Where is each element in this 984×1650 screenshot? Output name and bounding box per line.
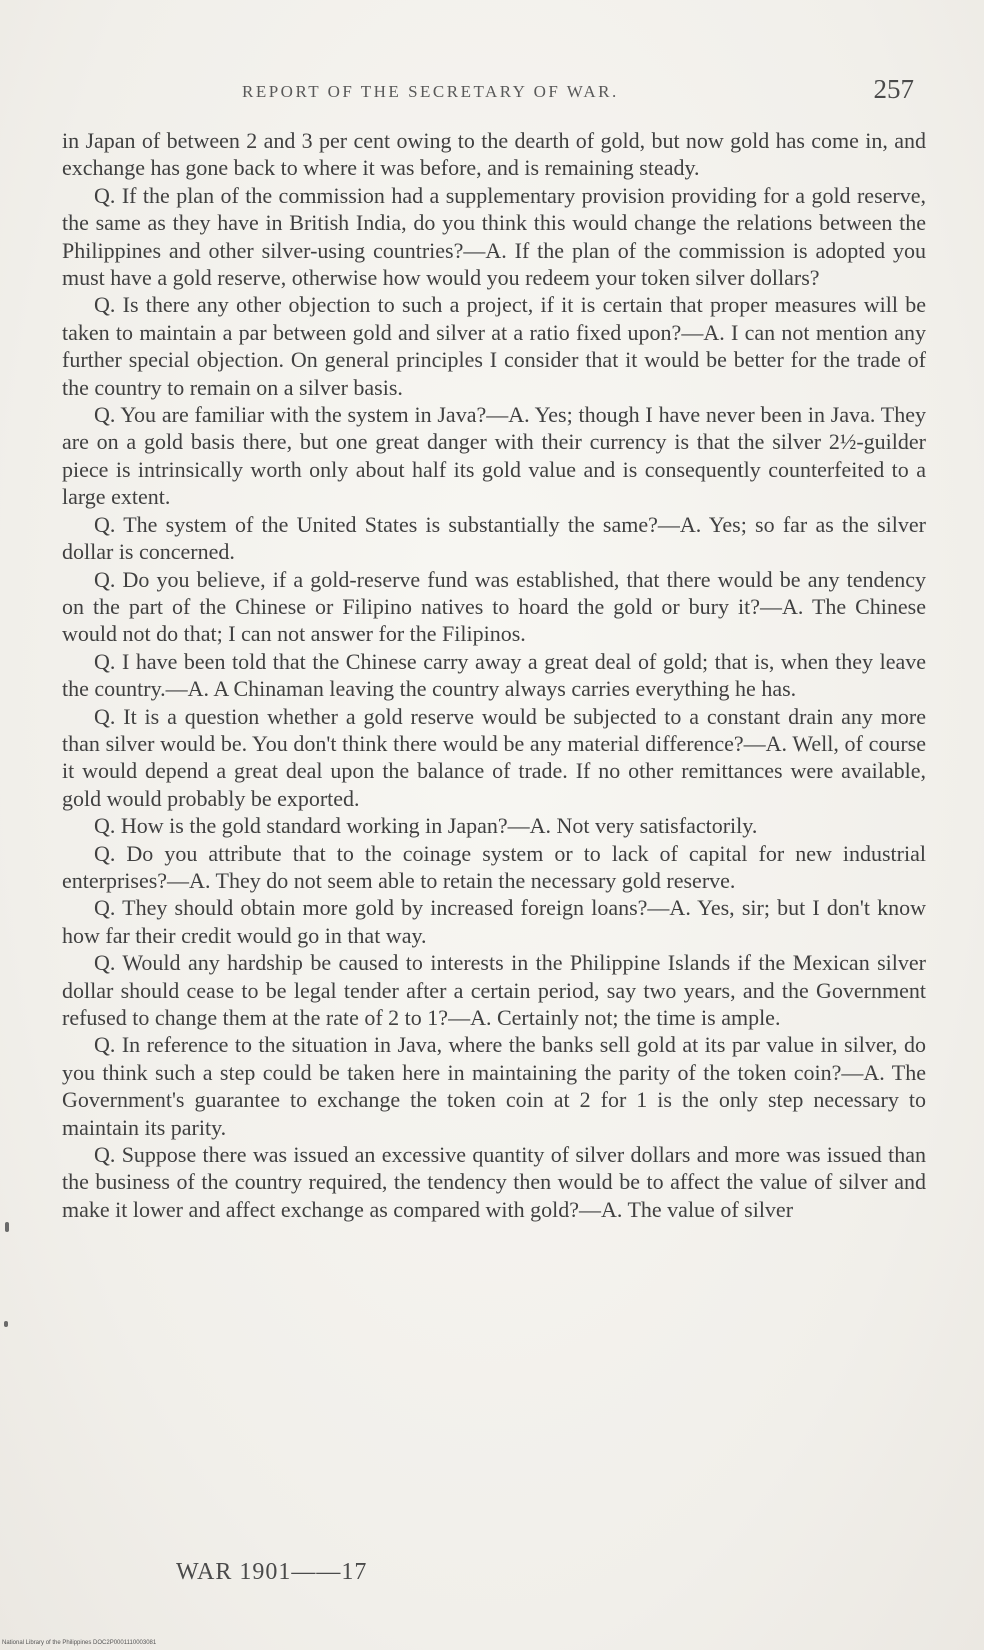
running-title: REPORT OF THE SECRETARY OF WAR. <box>242 82 619 101</box>
page-number: 257 <box>873 74 914 104</box>
margin-speck <box>5 1222 9 1232</box>
qa-paragraph: Q. Suppose there was issued an excessive quantity of silver dollars and more was issued than the business of the country required, the tendency then would be to affect the value of silver and make it lower and affect exchange as compared with gold?—A. The value of silver <box>62 1142 926 1222</box>
qa-paragraph: Q. I have been told that the Chinese carry away a great deal of gold; that is, when they leave the country.—A. A Chinaman leaving the country always carries everything he has. <box>62 648 926 702</box>
qa-paragraph: Q. They should obtain more gold by increased foreign loans?—A. Yes, sir; but I don't know how far their credit would go in that way. <box>62 895 926 948</box>
qa-paragraph: Q. Do you attribute that to the coinage system or to lack of capital for new industrial enterprises?—A. They do not seem able to retain the necessary gold reserve. <box>62 840 926 893</box>
qa-paragraph: Q. The system of the United States is substantially the same?—A. Yes; so far as the silver dollar is concerned. <box>62 511 926 565</box>
qa-paragraph: Q. Do you believe, if a gold-reserve fund was established, that there would be any tendency on the part of the Chinese or Filipino natives to hoard the gold or bury it?—A. The Chinese would not do that; I can not answer for the Filipinos. <box>62 566 926 647</box>
qa-paragraph: Q. It is a question whether a gold reserve would be subjected to a constant drain any more than silver would be. You don't think there would be any material difference?—A. Well, of course it would depend a great deal upon the balance of trade. If no other remittances were available, gold would probably be exported. <box>62 703 926 811</box>
qa-paragraph: Q. You are familiar with the system in Java?—A. Yes; though I have never been in Java. They are on a gold basis there, but one great danger with their currency is that the silver 2½-guilder piece is intrinsically worth only about half its gold value and is consequently counterfeited to a large extent. <box>62 402 926 510</box>
qa-paragraph: Q. Is there any other objection to such a project, if it is certain that proper measures will be taken to maintain a par between gold and silver at a ratio fixed upon?—A. I can not mention any further special objection. On general principles I consider that it would be better for the trade of the country to remain on a silver basis. <box>62 292 926 400</box>
page-header <box>62 72 920 112</box>
signature-mark: WAR 1901——17 <box>176 1559 368 1585</box>
scan-credit: National Library of the Philippines DOC2P0001110003081 <box>2 1640 157 1646</box>
qa-paragraph: Q. How is the gold standard working in Japan?—A. Not very satisfactorily. <box>94 813 758 839</box>
qa-paragraph: Q. In reference to the situation in Java, where the banks sell gold at its par value in silver, do you think such a step could be taken here in maintaining the parity of the token coin?—A. The Government's guarantee to exchange the token coin at 2 for 1 is the only step necessary to maintain its parity. <box>62 1032 926 1140</box>
qa-paragraph: Q. If the plan of the commission had a supplementary provision providing for a gold reserve, the same as they have in British India, do you think this would change the relations between the Philippines and other silver-using countries?—A. If the plan of the commission is adopted you must have a gold reserve, otherwise how would you redeem your token silver dollars? <box>62 182 926 291</box>
paragraph-continued: in Japan of between 2 and 3 per cent owing to the dearth of gold, but now gold has come in, and exchange has gone back to where it was before, and is remaining steady. <box>62 128 926 181</box>
qa-paragraph: Q. Would any hardship be caused to interests in the Philippine Islands if the Mexican silver dollar should cease to be legal tender after a certain period, say two years, and the Government refused to change them at the rate of 2 to 1?—A. Certainly not; the time is ample. <box>62 950 926 1030</box>
margin-speck <box>4 1321 8 1327</box>
body-text <box>62 127 926 1223</box>
